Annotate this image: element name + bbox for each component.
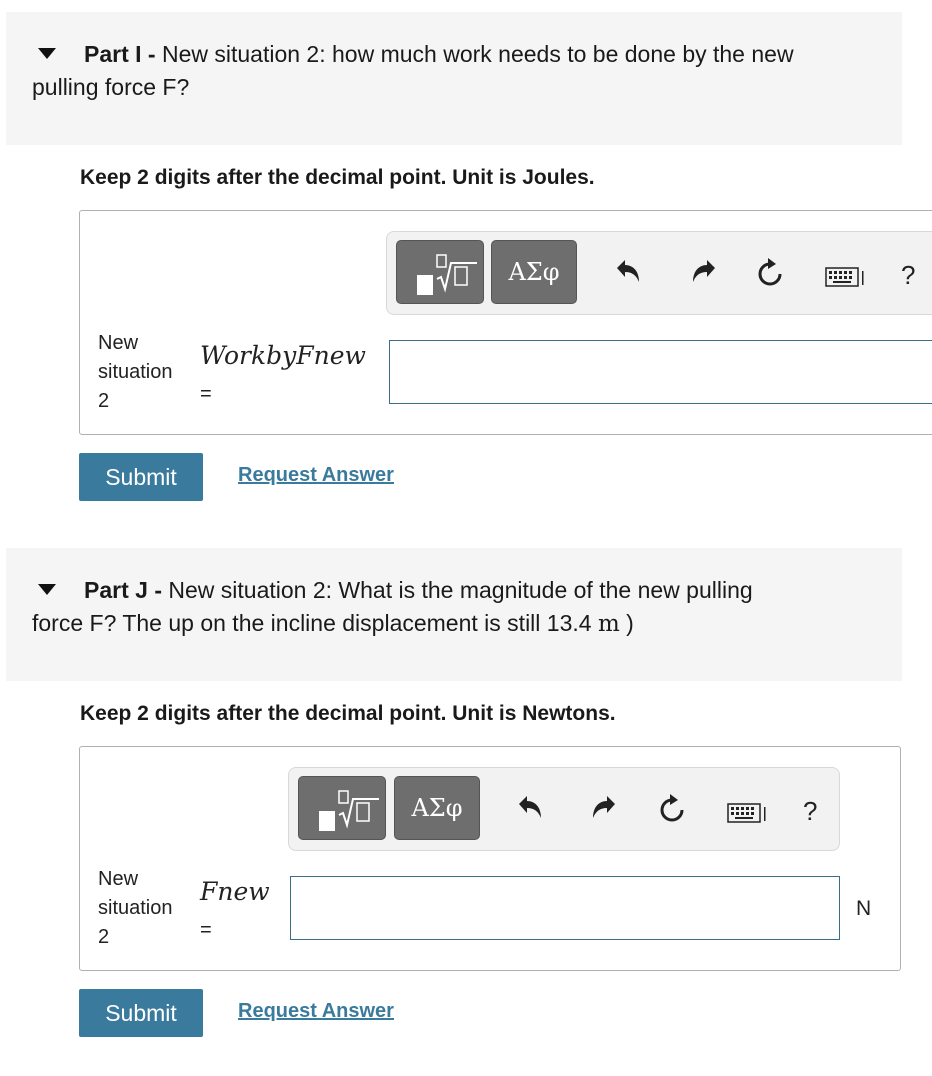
redo-icon[interactable] [689, 256, 719, 290]
collapse-triangle-icon[interactable] [38, 48, 56, 59]
math-toolbar [386, 231, 932, 315]
part-j-submit-button[interactable]: Submit [79, 989, 203, 1037]
redo-icon[interactable] [589, 792, 619, 826]
help-button[interactable]: ? [803, 796, 818, 826]
part-i-instruction: Keep 2 digits after the decimal point. Unit is Joules. [80, 166, 595, 189]
reset-icon[interactable] [755, 256, 785, 290]
part-j-equals: = [200, 919, 212, 941]
part-j-header [6, 548, 902, 681]
templates-button[interactable] [396, 240, 484, 304]
collapse-triangle-icon[interactable] [38, 584, 56, 595]
keyboard-icon[interactable] [727, 803, 767, 823]
part-j-answer-box [79, 746, 901, 971]
part-j-title[interactable] [32, 574, 882, 641]
part-i-header [6, 12, 902, 145]
part-j-question-line2: force F? The up on the incline displacement is still 13.4 [32, 610, 598, 636]
part-j-question-unit: m [597, 611, 620, 637]
part-j-request-answer-link[interactable]: Request Answer [238, 1000, 394, 1022]
part-j-unit: N [856, 897, 872, 920]
templates-button[interactable] [298, 776, 386, 840]
part-i-question-line1: New situation 2: how much work needs to be done by the new [155, 41, 794, 67]
part-j-var-label: New situation 2 [98, 868, 173, 948]
part-i-request-answer-link[interactable]: Request Answer [238, 464, 394, 486]
part-j-label: Part J - [84, 577, 162, 603]
part-i-title[interactable] [32, 38, 882, 104]
sqrt-template-icon [337, 789, 381, 829]
reset-icon[interactable] [657, 792, 687, 826]
part-j-variable: Fnew [200, 877, 270, 906]
part-j-question-line1: New situation 2: What is the magnitude of the new pulling [161, 577, 753, 603]
part-i-equals: = [200, 383, 212, 405]
part-i-label: Part I - [84, 41, 156, 67]
math-toolbar [288, 767, 840, 851]
part-j-question-close: ) [619, 610, 634, 636]
part-j-answer-input[interactable] [290, 876, 840, 940]
undo-icon[interactable] [515, 792, 545, 826]
part-i-question-line2: pulling force F? [32, 74, 190, 100]
keyboard-icon[interactable] [825, 267, 865, 287]
part-i-variable: WorkbyFnew [200, 341, 366, 370]
undo-icon[interactable] [613, 256, 643, 290]
sqrt-template-icon [435, 253, 479, 293]
part-i-var-label: New situation 2 [98, 332, 173, 412]
help-button[interactable]: ? [901, 260, 916, 290]
part-i-answer-input[interactable] [389, 340, 932, 404]
part-i-answer-box [79, 210, 932, 435]
greek-symbols-button[interactable]: ΑΣφ [491, 240, 577, 304]
greek-symbols-button[interactable]: ΑΣφ [394, 776, 480, 840]
part-j-instruction: Keep 2 digits after the decimal point. Unit is Newtons. [80, 702, 616, 725]
part-i-submit-button[interactable]: Submit [79, 453, 203, 501]
